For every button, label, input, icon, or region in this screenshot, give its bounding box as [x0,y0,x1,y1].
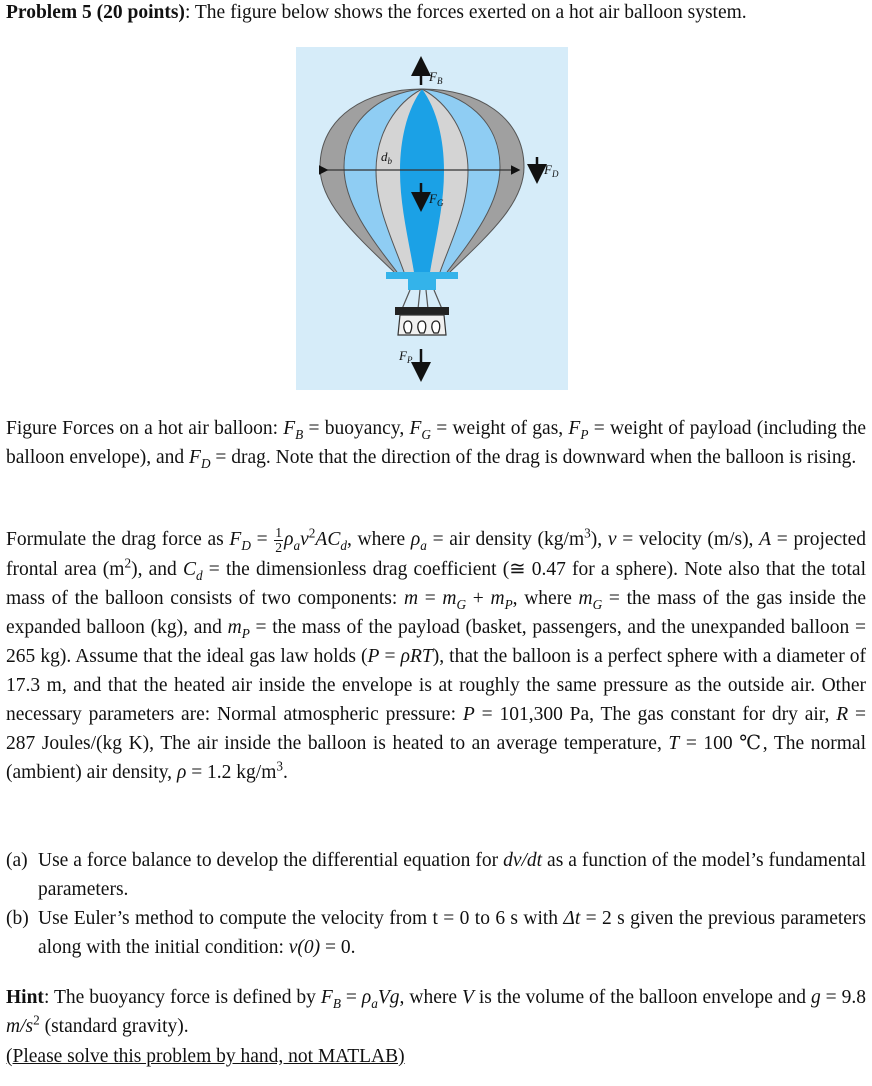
question-a-label: (a) [6,850,28,871]
fb-label: $F_B$ [429,69,443,86]
db-label: $d_b$ [381,149,392,166]
balloon-skirt-neck [408,278,436,290]
figure-caption: Figure Forces on a hot air balloon: $F_B$ = buoyancy, $F_G$ = weight of gas, $F_P$ = weight of payload (including the balloon envelope), and $F_D$ = drag. Note that the direction of the drag is downward when the balloon is rising. [6,418,866,471]
question-b-label: (b) [6,908,29,929]
questions-list [6,846,866,962]
question-a-text: Use a force balance to develop the differential equation for dv/dt as a function of the model’s fundamental parameters. [38,850,866,900]
fp-label: $F_P$ [399,348,413,365]
fd-label: $F_D$ [544,162,559,179]
problem-title: Problem 5 (20 points) [6,2,185,23]
fg-label: $F_G$ [429,191,444,208]
hint-label: Hint [6,987,44,1008]
balloon-figure [296,47,568,390]
question-b [6,904,866,962]
problem-body: Formulate the drag force as $F_D$ = $\frac{1}{2}$ $\rho_av^2AC_d$, where $\rho_a$ = air density $(kg/m^3)$, v = velocity (m/s), A = projected frontal area $(m^2)$, and $C_d$ = the dimensionless drag coefficient (≅ 0.47 for a sphere). Note also that the total mass of the balloon consists of two components: $m = m_G + m_P$, where $m_G$ = the mass of the gas inside the expanded balloon (kg), and $m_P$ = the mass of the payload (basket, passengers, and the unexpanded balloon = 265 kg). Assume that the ideal gas law holds (P = ρRT), that the balloon is a perfect sphere with a diameter of 17.3 m, and that the heated air inside the envelope is at roughly the same pressure as the outside air. Other necessary parameters are: Normal atmospheric pressure: P = 101,300 Pa, The gas constant for dry air, R = 287 Joules/(kg K), The air inside the balloon is heated to an average temperature, T = 100 ℃, The normal (ambient) air density, ρ = 1.2 $kg/m^3$. [6,524,867,784]
problem-header [6,0,866,27]
one-half-fraction: $\frac{1}{2}$ [275,524,283,556]
problem-intro: : The figure below shows the forces exerted on a hot air balloon system. [184,2,747,23]
question-b-text: Use Euler’s method to compute the velocity from t = 0 to 6 s with Δt = 2 s given the previous parameters along with the initial condition: v(0) = 0. [38,908,867,958]
hint-paragraph: Hint: The buoyancy force is defined by $F_B = \rho_aVg$, where V is the volume of the balloon envelope and g = 9.8 $m/s^2$ (standard gravity). [6,987,867,1037]
question-a [6,846,866,904]
solve-by-hand-note: (Please solve this problem by hand, not MATLAB) [6,1046,405,1067]
balloon-skirt-ring [386,272,458,279]
basket-top [395,307,449,315]
